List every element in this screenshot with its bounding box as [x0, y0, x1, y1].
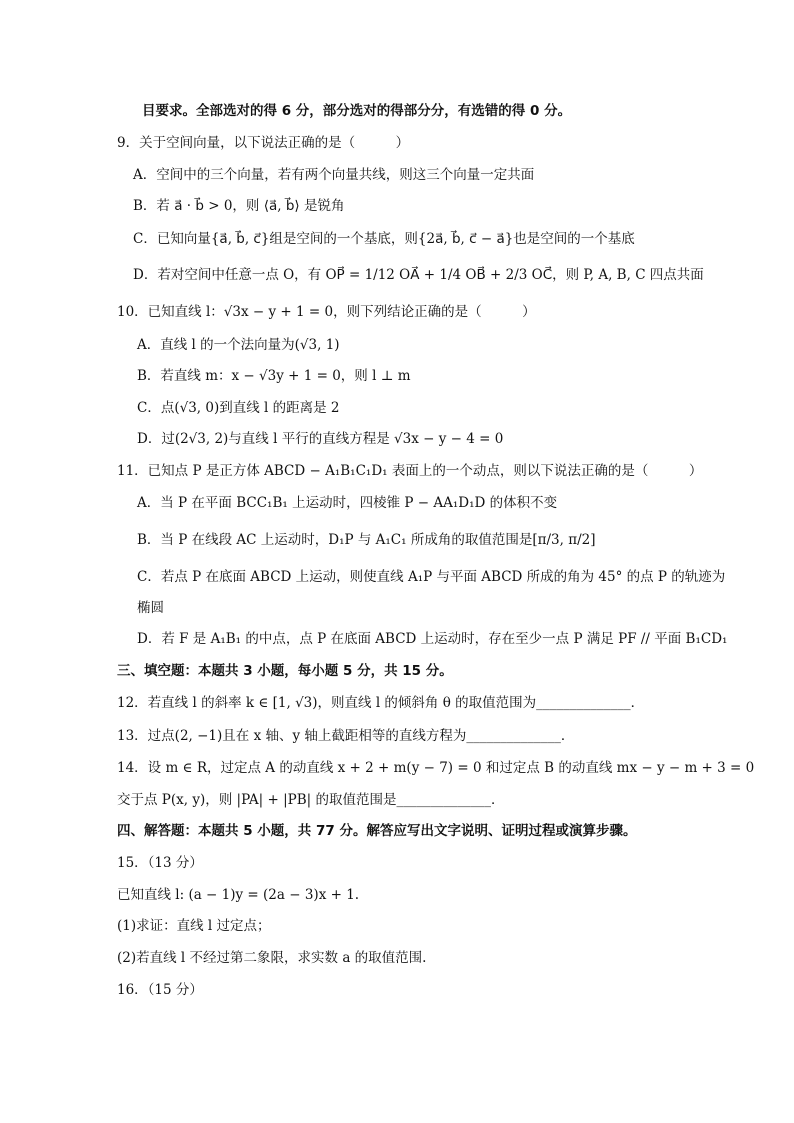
question-9-stem: 9．关于空间向量，以下说法正确的是（ ） [117, 135, 410, 151]
question-11-option-a: A．当 P 在平面 BCC₁B₁ 上运动时，四棱锥 P − AA₁D₁D 的体积不变 [137, 495, 558, 511]
question-11-option-c: C．若点 P 在底面 ABCD 上运动，则使直线 A₁P 与平面 ABCD 所成的角为 45° 的点 P 的轨迹为 [137, 569, 726, 585]
question-14: 14．设 m ∈ R，过定点 A 的动直线 x + 2 + m(y − 7) = 0 和过定点 B 的动直线 mx − y − m + 3 = 0 [117, 760, 755, 776]
question-15-header: 15．（13 分） [117, 855, 203, 871]
section-fill-in-heading: 三、填空题：本题共 3 小题，每小题 5 分，共 15 分。 [117, 663, 453, 679]
question-11-option-c-continued: 椭圆 [137, 600, 164, 616]
question-9-option-b: B．若 a⃗ · b⃗ > 0，则 ⟨a⃗, b⃗⟩ 是锐角 [133, 198, 345, 214]
question-13: 13．过点(2, −1)且在 x 轴、y 轴上截距相等的直线方程为______________． [117, 728, 575, 744]
question-10-option-a: A．直线 l 的一个法向量为(√3, 1) [137, 337, 340, 353]
question-9-option-a: A．空间中的三个向量，若有两个向量共线，则这三个向量一定共面 [133, 167, 535, 183]
question-10-option-c: C．点(√3, 0)到直线 l 的距离是 2 [137, 400, 340, 416]
question-10-option-d: D．过(2√3, 2)与直线 l 平行的直线方程是 √3x − y − 4 = 0 [137, 431, 504, 447]
question-16-header: 16．（15 分） [117, 982, 203, 998]
section-solutions-heading: 四、解答题：本题共 5 小题，共 77 分。解答应写出文字说明、证明过程或演算步骤。 [117, 823, 637, 839]
scoring-rule-line: 目要求。全部选对的得 6 分，部分选对的得部分分，有选错的得 0 分。 [142, 103, 572, 119]
question-9-option-c: C．已知向量{a⃗, b⃗, c⃗}组是空间的一个基底，则{2a⃗, b⃗, c⃗ − a⃗}也是空间的一个基底 [133, 231, 635, 247]
question-11-option-b: B．当 P 在线段 AC 上运动时，D₁P 与 A₁C₁ 所成角的取值范围是[π/3, π/2] [137, 532, 596, 548]
question-14-continued: 交于点 P(x, y)，则 |PA| + |PB| 的取值范围是______________． [117, 792, 505, 808]
question-11-option-d: D．若 F 是 A₁B₁ 的中点，点 P 在底面 ABCD 上运动时，存在至少一点 P 满足 PF // 平面 B₁CD₁ [137, 631, 728, 647]
question-12: 12．若直线 l 的斜率 k ∈ [1, √3)，则直线 l 的倾斜角 θ 的取值范围为______________． [117, 695, 645, 711]
question-10-option-b: B．若直线 m：x − √3y + 1 = 0，则 l ⊥ m [137, 368, 411, 384]
question-11-stem: 11．已知点 P 是正方体 ABCD − A₁B₁C₁D₁ 表面上的一个动点，则以下说法正确的是（ ） [117, 463, 703, 479]
question-15-stem: 已知直线 l: (a − 1)y = (2a − 3)x + 1. [117, 887, 360, 903]
question-15-part-2: (2)若直线 l 不经过第二象限，求实数 a 的取值范围. [117, 950, 427, 966]
question-10-stem: 10．已知直线 l：√3x − y + 1 = 0，则下列结论正确的是（ ） [117, 304, 536, 320]
question-9-option-d: D．若对空间中任意一点 O，有 OP⃗ = 1/12 OA⃗ + 1/4 OB⃗ + 2/3 OC⃗，则 P, A, B, C 四点共面 [133, 267, 704, 283]
question-15-part-1: (1)求证：直线 l 过定点； [117, 918, 271, 934]
